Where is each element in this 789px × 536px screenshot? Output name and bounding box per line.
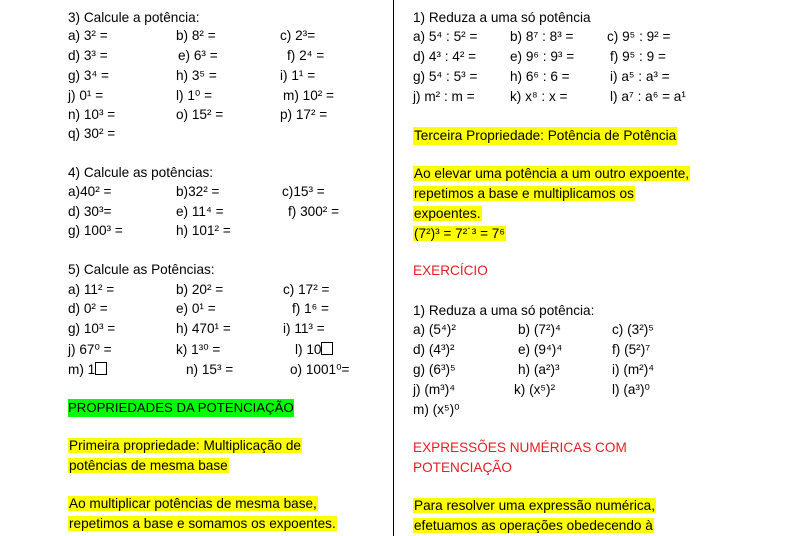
item: a) 3² =: [68, 28, 108, 43]
item: h) (a²)³: [518, 362, 560, 377]
item: m) 1: [68, 361, 107, 379]
expressions-heading: EXPRESSÕES NUMÉRICAS COM POTENCIAÇÃO: [413, 440, 627, 475]
item: k) (x⁵)²: [514, 382, 556, 397]
item: h) 6⁶ : 6 =: [510, 69, 570, 84]
item: f) 9⁵ : 9 =: [610, 49, 666, 64]
item: b) 20² =: [176, 282, 224, 297]
exercise-4-row: [68, 203, 368, 221]
missing-glyph-box: [95, 362, 107, 375]
item: b) 8⁷ : 8³ =: [510, 29, 574, 44]
item: d) 30³=: [68, 204, 112, 219]
item: d) (4³)²: [413, 342, 455, 357]
item: n) 15³ =: [186, 362, 234, 377]
item: c)15³ =: [282, 184, 325, 199]
properties-heading: PROPRIEDADES DA POTENCIAÇÃO: [68, 400, 294, 415]
item: l) 10: [295, 341, 333, 359]
item: h) 101² =: [176, 223, 231, 238]
exercise-heading: EXERCÍCIO: [413, 263, 488, 278]
item: b) (7²)⁴: [518, 322, 561, 337]
item: e) (9⁴)⁴: [518, 342, 563, 357]
item: f) (5²)⁷: [612, 342, 651, 357]
item: p) 17² =: [280, 107, 328, 122]
item: a)40² =: [68, 184, 112, 199]
exercise-3-row: [68, 27, 368, 45]
item: g) 100³ =: [68, 223, 123, 238]
item: j) 0¹ =: [68, 88, 104, 103]
exercise-3-row: [68, 125, 368, 143]
item: a) 5⁴ : 5² =: [413, 29, 478, 44]
exercise-3-title: 3) Calcule a potência:: [68, 10, 200, 25]
item: k) x⁸ : x =: [510, 89, 568, 104]
item: l) a⁷ : a⁶ = a¹: [610, 89, 686, 104]
exercise-1b-row: [413, 341, 789, 359]
exercise-4-row: [68, 222, 368, 240]
item: m) (x⁵)⁰: [413, 402, 460, 417]
missing-glyph-box: [321, 342, 333, 355]
item: c) (3²)⁵: [612, 322, 654, 337]
item: l) 1⁰ =: [176, 88, 213, 103]
item: e) 11⁴ =: [176, 204, 224, 219]
item: m) 10² =: [283, 88, 334, 103]
item: g) (6³)⁵: [413, 362, 456, 377]
exercise-4-row: [68, 183, 368, 201]
exercise-1-row: [413, 48, 789, 66]
item: i) (m²)⁴: [612, 362, 655, 377]
item: g) 5⁴ : 5³ =: [413, 69, 478, 84]
item: b)32² =: [176, 184, 220, 199]
first-property-text: Ao multiplicar potências de mesma base, repetimos a base e somamos os expoentes.: [69, 496, 336, 531]
item: i) 11³ =: [283, 321, 325, 336]
exercise-1-title: 1) Reduza a uma só potência: [413, 10, 591, 25]
item: l) (a³)⁰: [612, 382, 650, 397]
item: c) 9⁵ : 9² =: [607, 29, 671, 44]
item: d) 4³ : 4² =: [413, 49, 477, 64]
item: a) 11² =: [68, 282, 115, 297]
column-divider: [393, 0, 394, 536]
exercise-1b-row: [413, 401, 789, 419]
exercise-1b-row: [413, 321, 789, 339]
item: d) 3³ =: [68, 48, 108, 63]
item: c) 17² =: [283, 282, 330, 297]
exercise-5-row: [68, 320, 368, 338]
exercise-5-row: [68, 300, 368, 318]
item: e) 9⁶ : 9³ =: [510, 49, 575, 64]
exercise-1b-row: [413, 381, 789, 399]
item: a) (5⁴)²: [413, 322, 456, 337]
exercise-5-row: [68, 281, 368, 299]
item: n) 10³ =: [68, 107, 116, 122]
item: f) 300² =: [288, 204, 340, 219]
item: f) 1⁶ =: [292, 301, 329, 316]
item: b) 8² =: [176, 28, 216, 43]
exercise-3-row: [68, 67, 368, 85]
exercise-1b-title: 1) Reduza a uma só potência:: [413, 303, 595, 318]
item: e) 6³ =: [178, 48, 218, 63]
item: i) 1¹ =: [280, 68, 316, 83]
item: c) 2³=: [280, 28, 316, 43]
exercise-4-title: 4) Calcule as potências:: [68, 165, 214, 180]
item: f) 2⁴ =: [287, 48, 325, 63]
third-property-text: Ao elevar uma potência a um outro expoente, repetimos a base e multiplicamos os expoentes. (7²)³ = 7²˙³ = 7⁶: [414, 166, 690, 241]
item: j) m² : m =: [413, 89, 475, 104]
expressions-text: Para resolver uma expressão numérica, efetuamos as operações obedecendo à: [414, 498, 656, 533]
exercise-1-row: [413, 68, 789, 86]
exercise-5-row: [68, 361, 368, 379]
exercise-1-row: [413, 88, 789, 106]
item: d) 0² =: [68, 301, 108, 316]
third-property-heading: Terceira Propriedade: Potência de Potência: [414, 128, 677, 143]
item: h) 470¹ =: [176, 321, 231, 336]
item: g) 3⁴ =: [68, 68, 109, 83]
item: k) 1³⁰ =: [176, 342, 221, 357]
item: o) 1001⁰=: [290, 362, 350, 377]
first-property-heading: Primeira propriedade: Multiplicação de potências de mesma base: [69, 438, 301, 473]
item: g) 10³ =: [68, 321, 116, 336]
item: j) 67⁰ =: [68, 342, 112, 357]
exercise-5-title: 5) Calcule as Potências:: [68, 262, 215, 277]
exercise-3-row: [68, 106, 368, 124]
exercise-1b-row: [413, 361, 789, 379]
item: o) 15² =: [176, 107, 224, 122]
item: i) a⁵ : a³ =: [610, 69, 670, 84]
item: j) (m³)⁴: [413, 382, 456, 397]
item: e) 0¹ =: [176, 301, 216, 316]
exercise-5-row: [68, 341, 368, 359]
item: h) 3⁵ =: [176, 68, 217, 83]
exercise-1-row: [413, 28, 789, 46]
exercise-3-row: [68, 87, 368, 105]
exercise-3-row: [68, 47, 368, 65]
item: q) 30² =: [68, 126, 116, 141]
